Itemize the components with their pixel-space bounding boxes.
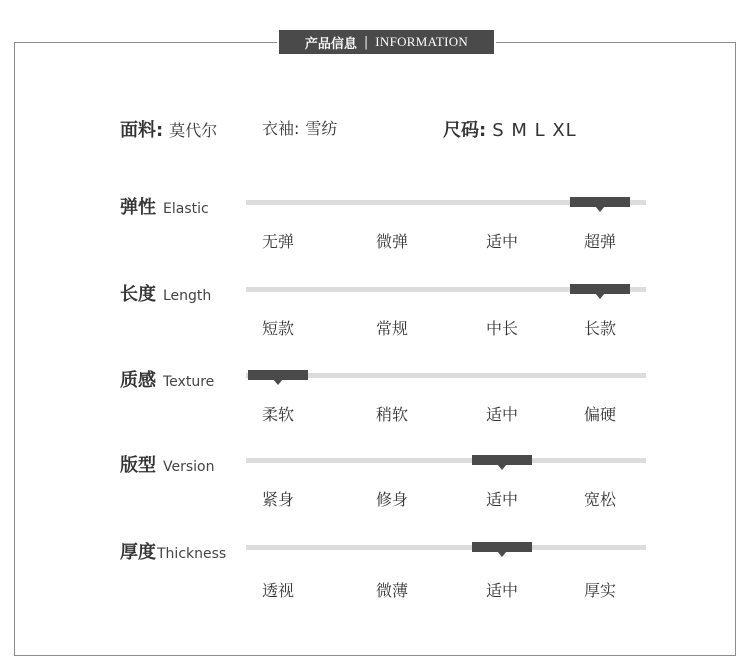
rating-option: 无弹 bbox=[261, 232, 294, 251]
rating-option: 偏硬 bbox=[583, 405, 616, 424]
header-tag bbox=[277, 28, 496, 56]
rating-option: 适中 bbox=[485, 232, 518, 251]
rating-option: 厚实 bbox=[583, 581, 616, 600]
rating-marker bbox=[570, 197, 630, 207]
fabric-label: 面料: bbox=[120, 120, 164, 141]
rating-option: 修身 bbox=[375, 490, 408, 509]
rating-option: 稍软 bbox=[375, 405, 408, 424]
row-title-en: Texture bbox=[163, 374, 215, 390]
rating-option: 柔软 bbox=[261, 405, 294, 424]
rating-option: 宽松 bbox=[583, 490, 616, 509]
row-title-cn: 弹性 bbox=[120, 197, 156, 218]
row-title-en: Length bbox=[163, 288, 212, 304]
marker-pointer-icon bbox=[497, 464, 507, 470]
rating-option: 长款 bbox=[583, 319, 616, 338]
header-separator: | bbox=[363, 34, 369, 50]
row-title bbox=[120, 193, 209, 219]
rating-track bbox=[246, 545, 646, 550]
size-spec bbox=[443, 116, 577, 141]
marker-pointer-icon bbox=[497, 551, 507, 557]
row-title-cn: 厚度 bbox=[120, 542, 156, 563]
row-title-en: Thickness bbox=[157, 546, 227, 562]
marker-pointer-icon bbox=[595, 293, 605, 299]
rating-option: 微薄 bbox=[375, 581, 408, 600]
rating-option: 适中 bbox=[485, 405, 518, 424]
row-title bbox=[120, 366, 214, 392]
marker-pointer-icon bbox=[273, 379, 283, 385]
row-title-cn: 质感 bbox=[120, 370, 156, 391]
row-title bbox=[120, 538, 226, 564]
rating-option: 适中 bbox=[485, 581, 518, 600]
rating-option: 紧身 bbox=[261, 490, 294, 509]
rating-option: 透视 bbox=[261, 581, 294, 600]
rating-option: 短款 bbox=[261, 319, 294, 338]
row-title bbox=[120, 451, 214, 477]
rating-track bbox=[246, 373, 646, 378]
rating-option: 适中 bbox=[485, 490, 518, 509]
size-values: S M L XL bbox=[492, 120, 577, 141]
sleeve-spec bbox=[262, 116, 337, 138]
rating-marker bbox=[570, 284, 630, 294]
sleeve-value: 雪纺 bbox=[305, 119, 338, 138]
row-title bbox=[120, 280, 211, 306]
rating-marker bbox=[472, 455, 532, 465]
fabric-spec bbox=[120, 116, 218, 141]
sleeve-label: 衣袖: bbox=[262, 119, 300, 138]
rating-option: 超弹 bbox=[583, 232, 616, 251]
rating-option: 微弹 bbox=[375, 232, 408, 251]
fabric-value: 莫代尔 bbox=[169, 121, 218, 140]
row-title-en: Elastic bbox=[163, 201, 209, 217]
row-title-en: Version bbox=[163, 459, 215, 475]
header-title-cn: 产品信息 bbox=[304, 36, 357, 52]
marker-pointer-icon bbox=[595, 206, 605, 212]
row-title-cn: 长度 bbox=[120, 284, 156, 305]
row-title-cn: 版型 bbox=[120, 455, 156, 476]
rating-option: 中长 bbox=[485, 319, 518, 338]
rating-option: 常规 bbox=[375, 319, 408, 338]
rating-marker bbox=[248, 370, 308, 380]
rating-track bbox=[246, 287, 646, 292]
rating-track bbox=[246, 200, 646, 205]
size-label: 尺码: bbox=[443, 120, 487, 141]
header-title-en: INFORMATION bbox=[375, 34, 469, 49]
rating-track bbox=[246, 458, 646, 463]
rating-marker bbox=[472, 542, 532, 552]
